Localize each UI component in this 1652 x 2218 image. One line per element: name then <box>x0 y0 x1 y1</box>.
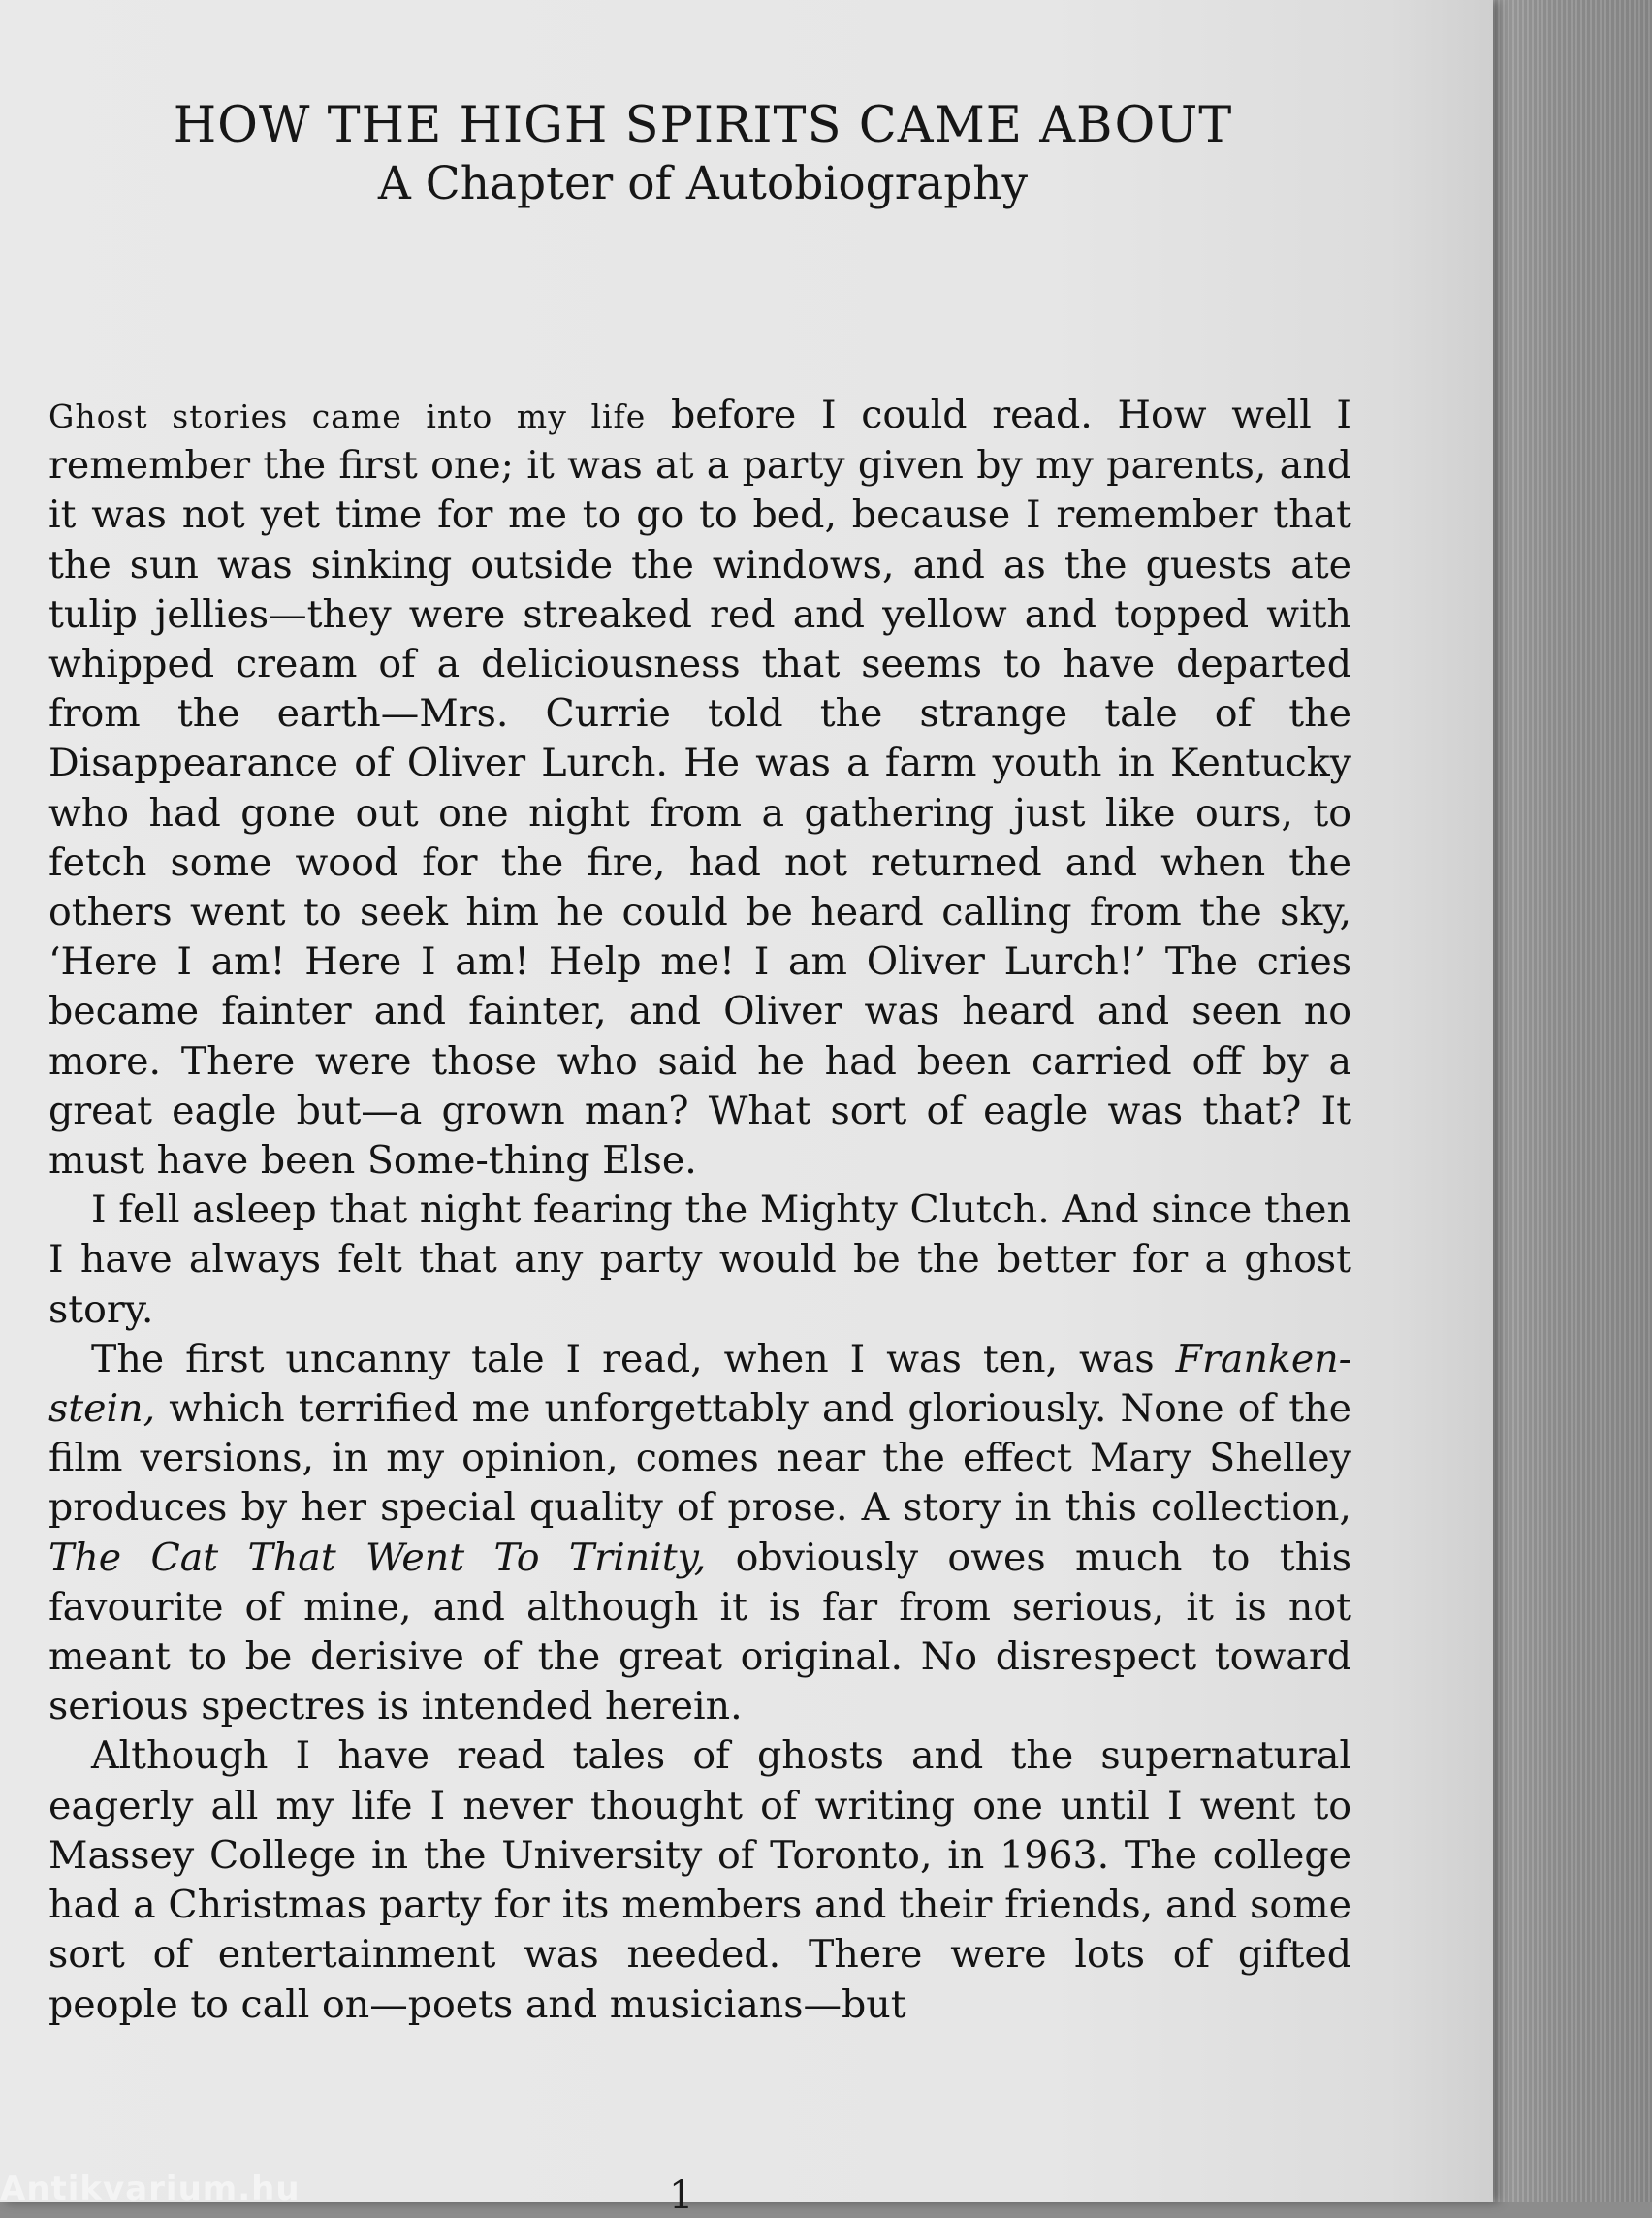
chapter-title: HOW THE HIGH SPIRITS CAME ABOUT <box>173 97 1233 154</box>
paragraph-3-text-b: which terrified me unforgettably and gloriously. None of the film versions, in my opinion, comes near the effect Mary Shelley produces by her special quality of prose. A story in this collection, <box>48 1386 1351 1531</box>
watermark: Antikvarium.hu <box>0 2170 301 2208</box>
body-text <box>48 391 1351 2030</box>
chapter-subtitle: A Chapter of Autobiography <box>377 157 1029 210</box>
paragraph-1 <box>48 391 1351 1186</box>
italic-title-frankenstein: Franken-stein, <box>48 1336 1351 1432</box>
book-edge <box>1474 0 1652 2202</box>
paragraph-2: I fell asleep that night fearing the Mighty Clutch. And since then I have always felt that any party would be the better for a ghost story. <box>48 1188 1351 1332</box>
italic-title-cat-trinity: The Cat That Went To Trinity, <box>48 1535 707 1580</box>
paragraph-4: Although I have read tales of ghosts and the supernatural eagerly all my life I never thought of writing one until I went to Massey College in the University of Toronto, in 1963. The college had a Christmas party for its members and their friends, and some sort of entertainment was needed. There were lots of gifted people to call on—poets and musicians—but <box>48 1733 1351 2027</box>
small-caps-lead-in: Ghost stories came into my life <box>48 397 647 435</box>
paragraph-3 <box>48 1335 1351 1732</box>
page-number: 1 <box>669 2173 694 2218</box>
paragraph-1-text: before I could read. How well I remember the first one; it was at a party given by my parents, and it was not yet time for me to go to bed, because I remember that the sun was sinking outside the windows, and as the guests ate tulip jellies—they were streaked red and yellow and topped with whipped cream of a deliciousness that seems to have departed from the earth—Mrs. Currie told the strange tale of the Disappearance of Oliver Lurch. He was a farm youth in Kentucky who had gone out one night from a gathering just like ours, to fetch some wood for the fire, had not returned and when the others went to seek him he could be heard calling from the sky, ‘Here I am! Here I am! Help me! I am Oliver Lurch!’ The cries became fainter and fainter, and Oliver was heard and seen no more. There were those who said he had been carried off by a great eagle but—a grown man? What sort of eagle was that? It must have been Some-thing Else. <box>48 393 1351 1184</box>
paragraph-3-text-c: obviously owes much to this favourite of mine, and although it is far from serious, it is not meant to be derisive of the great original. No disrespect toward serious spectres is intended herein. <box>48 1535 1351 1729</box>
paragraph-3-text-a: The first uncanny tale I read, when I was ten, was <box>91 1336 1176 1381</box>
